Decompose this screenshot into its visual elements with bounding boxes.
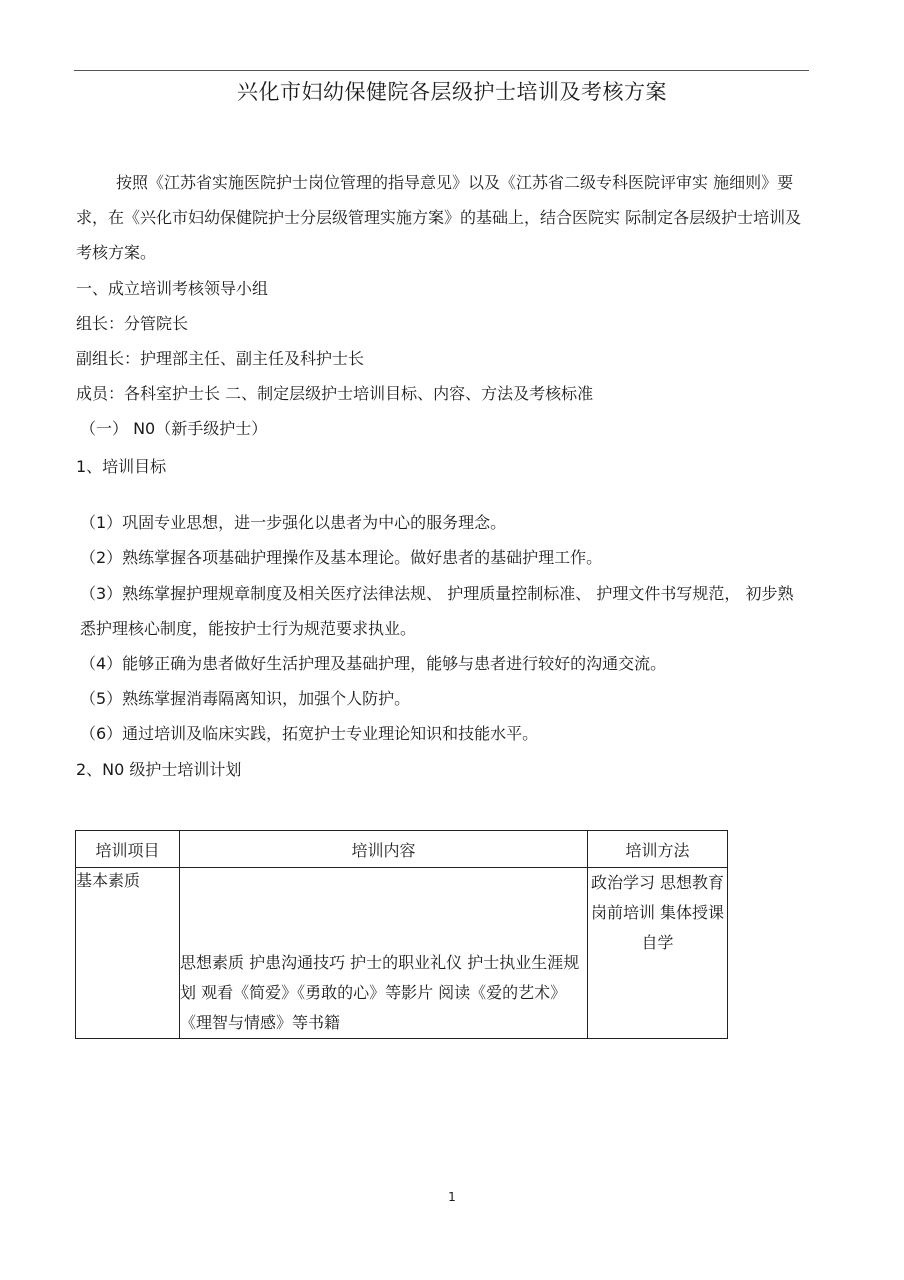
cell-content: 思想素质 护患沟通技巧 护士的职业礼仪 护士执业生涯规划 观看《简爱》《勇敢的心》等影片 阅读《爱的艺术》《理智与情感》等书籍 [180, 868, 588, 1039]
cell-item: 基本素质 [76, 868, 180, 1039]
goal-item: （1）巩固专业思想，进一步强化以患者为中心的服务理念。 [80, 513, 507, 532]
header-method: 培训方法 [588, 831, 728, 868]
header-rule [74, 70, 809, 71]
n0-heading: （一） N0（新手级护士） [80, 419, 268, 438]
section1-heading: 一、成立培训考核领导小组 [76, 279, 269, 298]
header-item: 培训项目 [76, 831, 180, 868]
goal-item: （5）熟练掌握消毒隔离知识，加强个人防护。 [80, 689, 411, 708]
table-row [76, 868, 728, 1039]
header-content: 培训内容 [180, 831, 588, 868]
table-header-row [76, 831, 728, 868]
cell-method: 政治学习 思想教育 岗前培训 集体授课 自学 [588, 868, 728, 1039]
page-number: 1 [448, 1190, 456, 1204]
plan-heading: 2、N0 级护士培训计划 [76, 760, 242, 779]
goal-item: （4）能够正确为患者做好生活护理及基础护理，能够与患者进行较好的沟通交流。 [80, 654, 667, 673]
goal-item: （3）熟练掌握护理规章制度及相关医疗法律法规、 护理质量控制标准、 护理文件书写规范， 初步熟悉护理核心制度，能按护士行为规范要求执业。 [80, 584, 794, 638]
goals-heading: 1、培训目标 [76, 457, 167, 476]
page-title: 兴化市妇幼保健院各层级护士培训及考核方案 [237, 80, 667, 104]
deputy-line: 副组长：护理部主任、副主任及科护士长 [76, 349, 365, 368]
members-line: 成员：各科室护士长 二、制定层级护士培训目标、内容、方法及考核标准 [76, 384, 594, 403]
goal-item: （2）熟练掌握各项基础护理操作及基本理论。做好患者的基础护理工作。 [80, 548, 603, 567]
goal-item: （6）通过培训及临床实践，拓宽护士专业理论知识和技能水平。 [80, 724, 539, 743]
training-plan-table [75, 830, 728, 1039]
intro-paragraph: 按照《江苏省实施医院护士岗位管理的指导意见》以及《江苏省二级专科医院评审实 施细则》要求，在《兴化市妇幼保健院护士分层级管理实施方案》的基础上，结合医院实 际制定各层级护士培训及考核方案。 [76, 173, 802, 262]
leader-line: 组长：分管院长 [76, 314, 189, 333]
